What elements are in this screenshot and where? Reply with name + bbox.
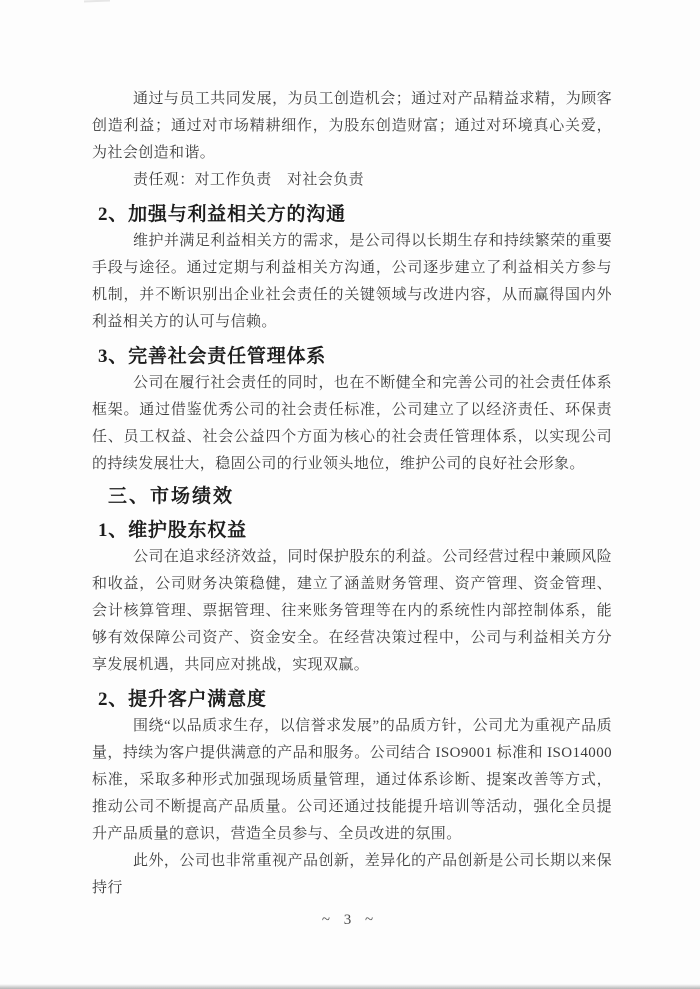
paragraph-customer-satisfaction: 围绕“以品质求生存，以信誉求发展”的品质方针，公司尤为重视产品质量，持续为客户提供满意的产品和服务。公司结合 ISO9001 标准和 ISO14000 标准，采取多种形式加强现场质量管理，通过体系诊断、提案改善等方式，推动公司不断提高产品质量。公司还通过技能提升培训等活动，强化全员提升产品质量的意识，营造全员参与、全员改进的氛围。 [92,718,612,842]
heading-customer-satisfaction: 2、提升客户满意度 [98,689,267,710]
heading-csr-system: 3、完善社会责任管理体系 [98,346,327,367]
section-heading-market-performance: 三、市场绩效 [108,486,235,507]
paragraph-product-innovation: 此外，公司也非常重视产品创新，差异化的产品创新是公司长期以来保持行 [92,853,612,896]
scan-artifact [84,0,110,2]
paragraph-shareholder-rights: 公司在追求经济效益，同时保护股东的利益。公司经营过程中兼顾风险和收益，公司财务决策稳健，建立了涵盖财务管理、资产管理、资金管理、会计核算管理、票据管理、往来账务管理等在内的系统性内部控制体系，能够有效保障公司资产、资金安全。在经营决策过程中，公司与利益相关方分享发展机遇，共同应对挑战，实现双赢。 [92,549,612,673]
document-content [92,86,612,902]
heading-stakeholder-communication: 2、加强与利益相关方的沟通 [98,204,346,225]
paragraph-core-values: 通过与员工共同发展，为员工创造机会；通过对产品精益求精，为顾客创造利益；通过对市场精耕细作，为股东创造财富；通过对环境真心关爱，为社会创造和谐。 [92,91,612,161]
paragraph-responsibility-view: 责任观：对工作负责 对社会负责 [133,172,365,188]
paragraph-stakeholder-communication: 维护并满足利益相关方的需求，是公司得以长期生存和持续繁荣的重要手段与途径。通过定期与利益相关方沟通，公司逐步建立了利益相关方参与机制，并不断识别出企业社会责任的关键领域与改进内容，从而赢得国内外利益相关方的认可与信赖。 [92,233,612,330]
heading-shareholder-rights: 1、维护股东权益 [98,520,247,541]
scan-page-bottom-edge [0,984,700,989]
page-number-footer: ~ 3 ~ [321,912,379,928]
paragraph-csr-system: 公司在履行社会责任的同时，也在不断健全和完善公司的社会责任体系框架。通过借鉴优秀公司的社会责任标准，公司建立了以经济责任、环保责任、员工权益、社会公益四个方面为核心的社会责任管理体系，以实现公司的持续发展壮大，稳固公司的行业领头地位，维护公司的良好社会形象。 [92,375,612,472]
